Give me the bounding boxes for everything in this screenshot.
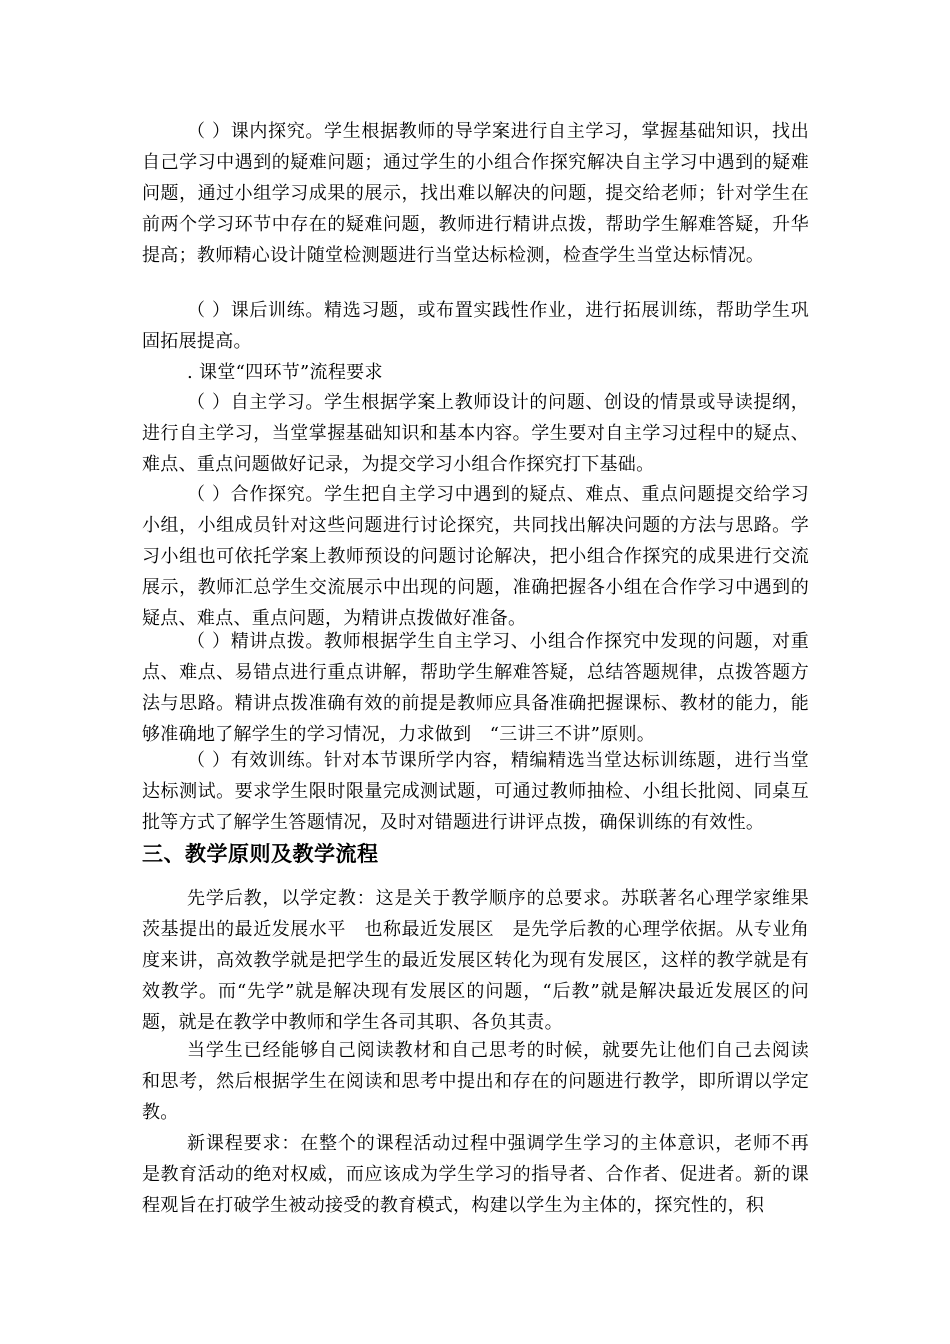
paragraph-teach-by-learning: 当学生已经能够自己阅读教材和自己思考的时候，就要先让他们自己去阅读和思考，然后根据学生在阅读和思考中提出和存在的问题进行教学，即所谓以学定教。: [142, 1040, 809, 1123]
paragraph-self-study: （ ）自主学习。学生根据学案上教师设计的问题、创设的情景或导读提纲，进行自主学习，当堂掌握基础知识和基本内容。学生要对自主学习过程中的疑点、难点、重点问题做好记录，为提交学习小组合作探究打下基础。: [142, 392, 809, 475]
paragraph-four-stages-requirements: . 课堂“四环节”流程要求: [187, 362, 383, 383]
paragraph-cooperative-inquiry: （ ）合作探究。学生把自主学习中遇到的疑点、难点、重点问题提交给学习小组，小组成员针对这些问题进行讨论探究，共同找出解决问题的方法与思路。学习小组也可依托学案上教师预设的问题讨论解决，把小组合作探究的成果进行交流展示，教师汇总学生交流展示中出现的问题，准确把握各小组在合作学习中遇到的疑点、难点、重点问题，为精讲点拨做好准备。: [142, 484, 809, 629]
paragraph-new-curriculum: 新课程要求：在整个的课程活动过程中强调学生学习的主体意识，老师不再是教育活动的绝对权威，而应该成为学生学习的指导者、合作者、促进者。新的课程观旨在打破学生被动接受的教育模式，构建以学生为主体的，探究性的，积: [142, 1133, 809, 1216]
paragraph-in-class-inquiry: （ ）课内探究。学生根据教师的导学案进行自主学习，掌握基础知识，找出自己学习中遇到的疑难问题；通过学生的小组合作探究解决自主学习中遇到的疑难问题，通过小组学习成果的展示，找出难以解决的问题，提交给老师；针对学生在前两个学习环节中存在的疑难问题，教师进行精讲点拨，帮助学生解难答疑，升华提高；教师精心设计随堂检测题进行当堂达标检测，检查学生当堂达标情况。: [142, 121, 809, 266]
paragraph-key-explanation: （ ）精讲点拨。教师根据学生自主学习、小组合作探究中发现的问题，对重点、难点、易错点进行重点讲解，帮助学生解难答疑，总结答题规律，点拨答题方法与思路。精讲点拨准确有效的前提是教师应具备准确把握课标、教材的能力，能够准确地了解学生的学习情况，力求做到 “三讲三不讲”原则。: [142, 631, 809, 745]
paragraph-after-class-training: （ ）课后训练。精选习题，或布置实践性作业，进行拓展训练，帮助学生巩固拓展提高。: [142, 300, 809, 352]
paragraph-effective-training: （ ）有效训练。针对本节课所学内容，精编精选当堂达标训练题，进行当堂达标测试。要求学生限时限量完成测试题，可通过教师抽检、小组长批阅、同桌互批等方式了解学生答题情况，及时对错题进行讲评点拨，确保训练的有效性。: [142, 750, 809, 833]
paragraph-learn-first-teach-later: 先学后教，以学定教：这是关于教学顺序的总要求。苏联著名心理学家维果茨基提出的最近发展水平 也称最近发展区 是先学后教的心理学依据。从专业角度来讲，高效教学就是把学生的最近发展区转化为现有发展区，这样的教学就是有效教学。而“先学”就是解决现有发展区的问题，“后教”就是解决最近发展区的问题，就是在教学中教师和学生各司其职、各负其责。: [142, 888, 809, 1033]
section-heading: 三、教学原则及教学流程: [142, 841, 379, 866]
